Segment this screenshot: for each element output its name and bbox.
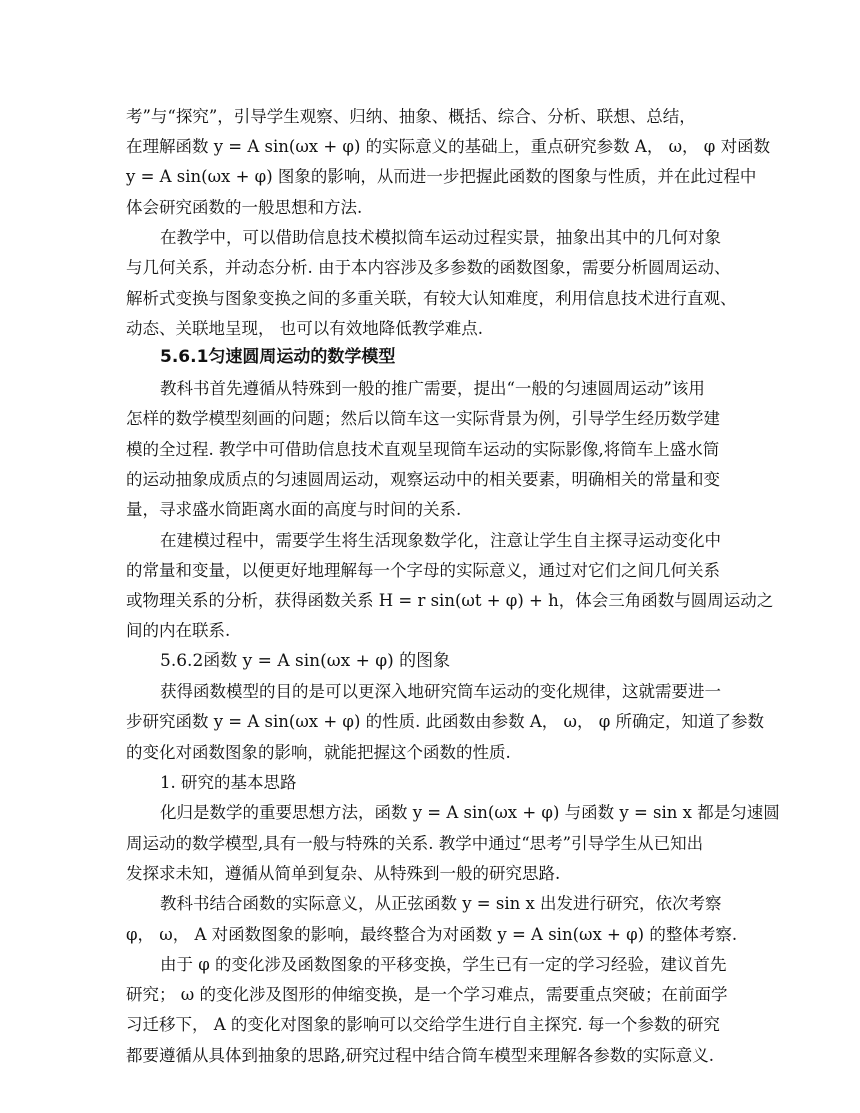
section-heading-5-6-1: 5.6.1匀速圆周运动的数学模型	[160, 347, 396, 367]
text-line-31: 习迁移下， A 的变化对图象的影响可以交给学生进行自主探究. 每一个参数的研究	[126, 1015, 720, 1034]
text-line-14: 量，寻求盛水筒距离水面的高度与时间的关系.	[126, 500, 462, 519]
section-heading-5-6-2: 5.6.2函数 y = A sin(ωx + φ) 的图象	[160, 651, 451, 671]
text-line-20: 获得函数模型的目的是可以更深入地研究筒车运动的变化规律，这就需要进一	[160, 682, 721, 701]
text-line-1: 考”与“探究”，引导学生观察、归纳、抽象、概括、综合、分析、联想、总结，	[126, 107, 696, 126]
text-line-21: 步研究函数 y = A sin(ωx + φ) 的性质. 此函数由参数 A， ω， φ 所确定，知道了参数	[126, 712, 765, 731]
text-line-4: 体会研究函数的一般思想和方法.	[126, 198, 363, 217]
text-line-22: 的变化对函数图象的影响，就能把握这个函数的性质.	[126, 743, 511, 762]
text-line-27: 教科书结合函数的实际意义，从正弦函数 y = sin x 出发进行研究，依次考察	[160, 894, 722, 913]
text-line-11: 怎样的数学模型刻画的问题；然后以筒车这一实际背景为例，引导学生经历数学建	[126, 409, 720, 428]
text-line-10: 教科书首先遵循从特殊到一般的推广需要，提出“一般的匀速圆周运动”该用	[160, 379, 705, 398]
text-line-3: y = A sin(ωx + φ) 图象的影响，从而进一步把握此函数的图象与性质，并在此过程中	[126, 167, 757, 186]
text-line-8: 动态、关联地呈现， 也可以有效地降低教学难点.	[126, 319, 483, 338]
subheading-basic-approach: 1. 研究的基本思路	[160, 773, 297, 792]
text-line-13: 的运动抽象成质点的匀速圆周运动，观察运动中的相关要素，明确相关的常量和变	[126, 470, 720, 489]
text-line-18: 间的内在联系.	[126, 621, 231, 640]
text-line-15: 在建模过程中，需要学生将生活现象数学化，注意让学生自主探寻运动变化中	[160, 531, 721, 550]
text-line-6: 与几何关系，并动态分析. 由于本内容涉及多参数的函数图象，需要分析圆周运动、	[126, 258, 731, 277]
text-line-24: 化归是数学的重要思想方法，函数 y = A sin(ωx + φ) 与函数 y = sin x 都是匀速圆	[160, 803, 780, 822]
text-line-28: φ， ω， A 对函数图象的影响，最终整合为对函数 y = A sin(ωx + φ) 的整体考察.	[126, 925, 738, 944]
text-line-7: 解析式变换与图象变换之间的多重关联，有较大认知难度，利用信息技术进行直观、	[126, 289, 737, 308]
text-line-29: 由于 φ 的变化涉及函数图象的平移变换，学生已有一定的学习经验，建议首先	[160, 955, 727, 974]
text-line-25: 周运动的数学模型,具有一般与特殊的关系. 教学中通过“思考”引导学生从已知出	[126, 834, 704, 853]
text-line-12: 模的全过程. 教学中可借助信息技术直观呈现筒车运动的实际影像,将筒车上盛水筒	[126, 440, 720, 459]
text-line-17: 或物理关系的分析，获得函数关系 H = r sin(ωt + φ) + h，体会三角函数与圆周运动之	[126, 591, 774, 610]
text-line-2: 在理解函数 y = A sin(ωx + φ) 的实际意义的基础上，重点研究参数 A， ω， φ 对函数	[126, 137, 771, 156]
text-line-30: 研究； ω 的变化涉及图形的伸缩变换，是一个学习难点，需要重点突破；在前面学	[126, 985, 728, 1004]
text-line-16: 的常量和变量，以便更好地理解每一个字母的实际意义，通过对它们之间几何关系	[126, 561, 720, 580]
text-line-32: 都要遵循从具体到抽象的思路,研究过程中结合筒车模型来理解各参数的实际意义.	[126, 1046, 714, 1065]
text-line-26: 发探求未知，遵循从简单到复杂、从特殊到一般的研究思路.	[126, 864, 561, 883]
text-line-5: 在教学中，可以借助信息技术模拟筒车运动过程实景，抽象出其中的几何对象	[160, 228, 721, 247]
